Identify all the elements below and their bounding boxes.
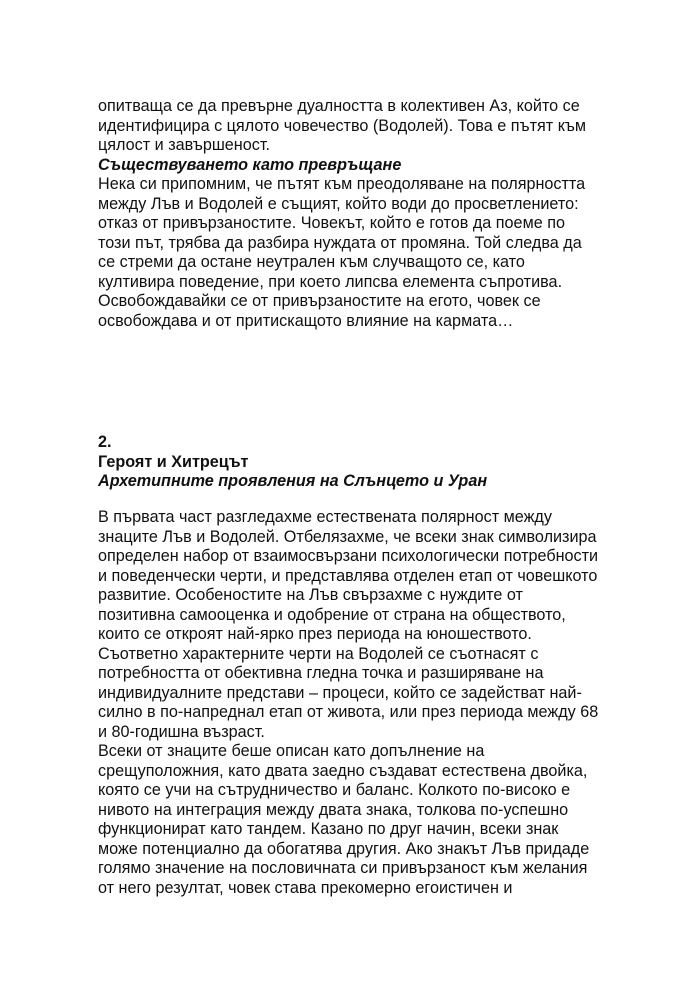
chapter-header <box>98 433 618 492</box>
chapter-subtitle: Архетипните проявления на Слънцето и Уран <box>98 472 488 490</box>
text-line: се стреми да остане неутрален към случващото се, като <box>98 253 525 271</box>
text-line: цялост и завършеност. <box>98 136 270 154</box>
text-line: между Лъв и Водолей е същият, който води до просветлението: <box>98 194 579 213</box>
text-line: Съответно характерните черти на Водолей се съотнасят с <box>98 644 539 663</box>
text-line: индивидуалните представи – процеси, който се задействат най- <box>98 683 582 702</box>
text-line: които се откроят най-ярко през периода на юношеството. <box>98 625 532 643</box>
text-line: Нека си припомним, че пътят към преодоляване на полярността <box>98 175 586 193</box>
text-line: потребността от обективна гледна точка и разширяване на <box>98 664 544 682</box>
text-line: и поведенчески черти, и представлява отделен етап от човешкото <box>98 566 598 585</box>
section-heading: Съществуването като превръщане <box>98 155 402 174</box>
text-line: функционират като тандем. Казано по друг начин, всеки знак <box>98 820 559 838</box>
text-line: срещуположния, като двата заедно създават естествена двойка, <box>98 761 588 780</box>
text-block-continuation <box>98 97 618 331</box>
text-line: този път, трябва да разбира нуждата от промяна. Той следва да <box>98 233 582 252</box>
text-line: освобождава и от притискащото влияние на кармата… <box>98 311 514 330</box>
text-line: която се учи на сътрудничество и баланс. Колкото по-високо е <box>98 781 571 799</box>
text-line: В първата част разгледахме естествената полярност между <box>98 508 552 526</box>
text-line: култивира поведение, при което липсва елемента съпротива. <box>98 272 563 291</box>
chapter-title: Героят и Хитрецът <box>98 452 249 471</box>
text-line: определен набор от взаимосвързани психологически потребности <box>98 547 599 565</box>
text-line: опитваща се да превърне дуалността в колективен Аз, който се <box>98 97 580 115</box>
text-line: отказ от привързаностите. Човекът, който е готов да поеме по <box>98 214 565 232</box>
text-line: от него резултат, човек става прекомерно егоистичен и <box>98 878 513 897</box>
chapter-number: 2. <box>98 433 112 451</box>
text-line: силно в по-напреднал етап от живота, или през периода между 68 <box>98 703 599 721</box>
text-line: идентифицира с цялото човечество (Водолей). Това е пътят към <box>98 116 587 135</box>
text-line: знаците Лъв и Водолей. Отбелязахме, че всеки знак символизира <box>98 527 597 546</box>
text-block-body <box>98 508 618 898</box>
text-line: голямо значение на пословичната си привързаност към желания <box>98 859 588 877</box>
text-line: и 80-годишна възраст. <box>98 722 265 741</box>
text-line: развитие. Особеностите на Лъв свързахме с нуждите от <box>98 586 523 604</box>
text-line: позитивна самооценка и одобрение от страна на обществото, <box>98 605 566 624</box>
text-line: Освобождавайки се от привързаностите на егото, човек се <box>98 292 541 310</box>
text-line: може потенциално да обогатява другия. Ако знакът Лъв придаде <box>98 839 590 858</box>
text-line: нивото на интеграция между двата знака, толкова по-успешно <box>98 800 569 819</box>
text-line: Всеки от знаците беше описан като допълнение на <box>98 742 485 760</box>
